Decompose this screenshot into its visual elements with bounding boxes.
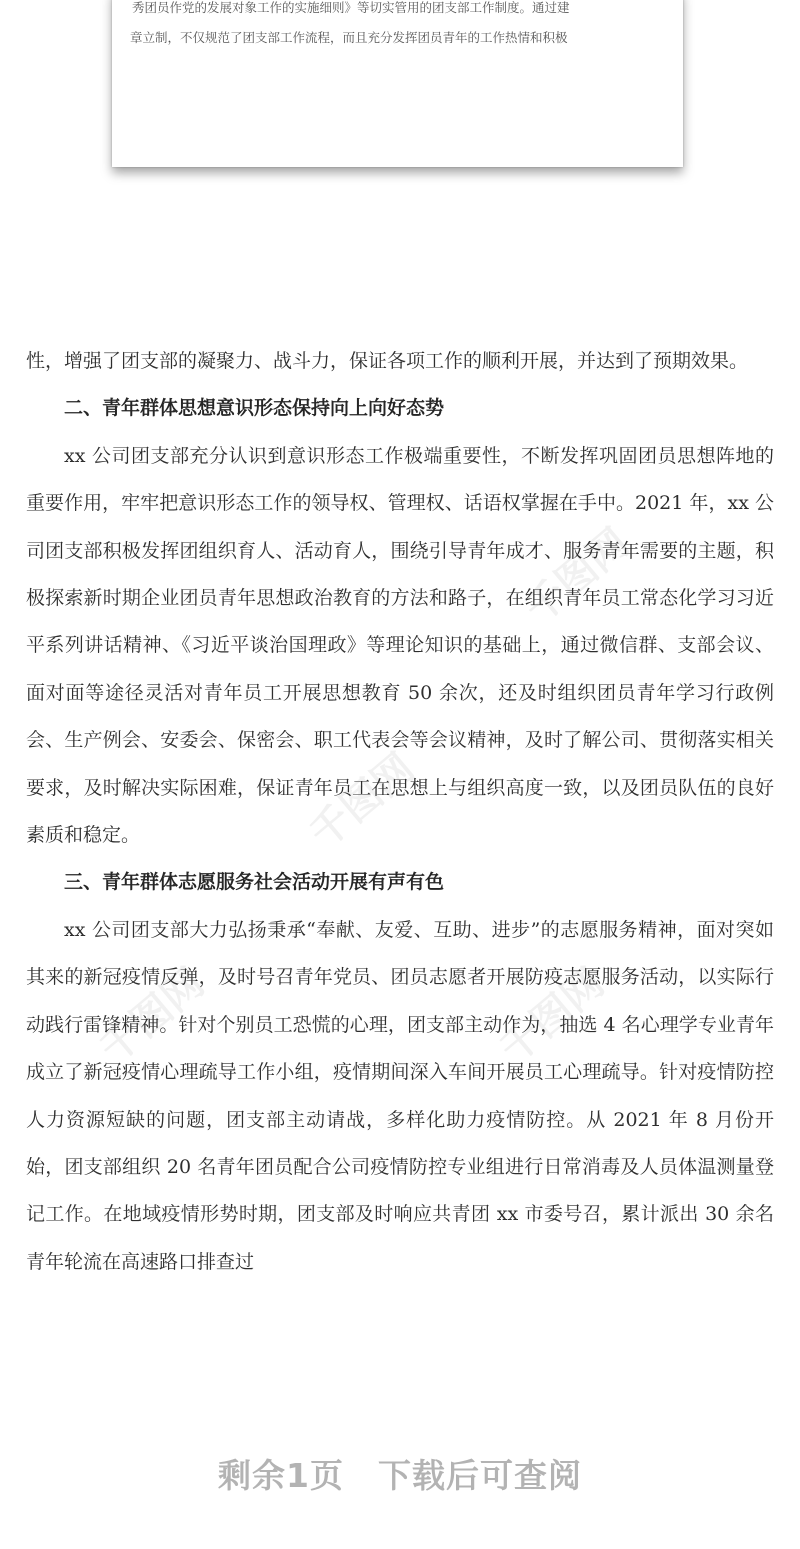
watermark-logo: 千图网 — [516, 519, 638, 633]
preview-text-line: 秀团员作党的发展对象工作的实施细则》等切实管用的团支部工作制度。通过建 — [132, 0, 570, 15]
download-hint-label: 下载后可查阅 — [377, 1456, 582, 1495]
section-heading-2: 二、青年群体思想意识形态保持向上向好态势 — [64, 397, 445, 420]
previous-page-preview — [112, 0, 683, 167]
paragraph-section-3: xx 公司团支部大力弘扬秉承“奉献、友爱、互助、进步”的志愿服务精神，面对突如其来的新冠疫情反弹，及时号召青年党员、团员志愿者开展防疫志愿服务活动，以实际行动践行雷锋精神。针对个别员工恐慌的心理，团支部主动作为，抽选 4 名心理学专业青年成立了新冠疫情心理疏导工作小组，疫情期间深入车间开展员工心理疏导。针对疫情防控人力资源短缺的问题，团支部主动请战，多样化助力疫情防控。从 2021 年 8 月份开始，团支部组织 20 名青年团员配合公司疫情防控专业组进行日常消毒及人员体温测量登记工作。在地域疫情形势时期，团支部及时响应共青团 xx 市委号召，累计派出 30 余名青年轮流在高速路口排查过 — [26, 918, 774, 1273]
remaining-pages-label: 剩余1页 — [218, 1456, 344, 1495]
section-heading-3: 三、青年群体志愿服务社会活动开展有声有色 — [64, 871, 445, 894]
preview-text-line: 章立制，不仅规范了团支部工作流程，而且充分发挥团员青年的工作热情和积极 — [130, 30, 568, 45]
watermark-logo: 千图网 — [91, 959, 213, 1073]
download-remaining-banner[interactable] — [0, 1450, 800, 1497]
watermark-logo: 千图网 — [301, 744, 423, 858]
paragraph-section-2: xx 公司团支部充分认识到意识形态工作极端重要性，不断发挥巩固团员思想阵地的重要作用，牢牢把意识形态工作的领导权、管理权、话语权掌握在手中。2021 年，xx 公司团支部积极发挥团组织育人、活动育人，围绕引导青年成才、服务青年需要的主题，积极探索新时期企业团员青年思想政治教育的方法和路子，在组织青年员工常态化学习习近平系列讲话精神、《习近平谈治国理政》等理论知识的基础上，通过微信群、支部会议、面对面等途径灵活对青年员工开展思想教育 50 余次，还及时组织团员青年学习行政例会、生产例会、安委会、保密会、职工代表会等会议精神，及时了解公司、贯彻落实相关要求，及时解决实际困难，保证青年员工在思想上与组织高度一致，以及团员队伍的良好素质和稳定。 — [26, 444, 774, 847]
paragraph-continuation: 性，增强了团支部的凝聚力、战斗力，保证各项工作的顺利开展，并达到了预期效果。 — [26, 350, 749, 372]
document-body — [26, 338, 774, 1286]
watermark-logo: 千图网 — [491, 959, 613, 1073]
